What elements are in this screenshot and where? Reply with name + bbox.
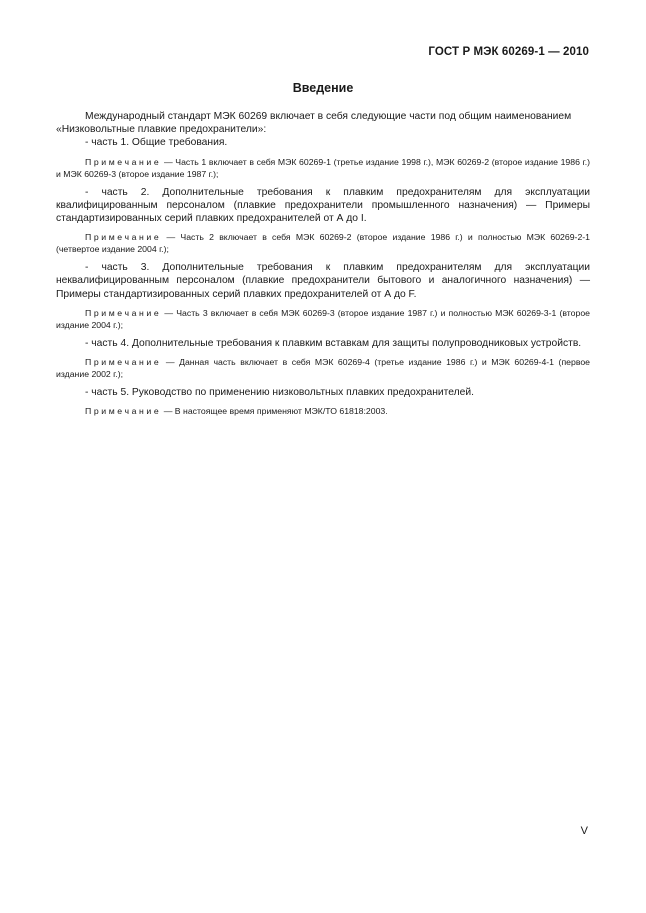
note-text: — Часть 2 включает в себя МЭК 60269-2 (второе издание 1986 г.) и полностью МЭК 60269-2-1 (четвертое издание 2004 г.); [56, 232, 590, 255]
section-title: Введение [292, 81, 354, 95]
note-label: Примечание [85, 232, 162, 243]
note-label: Примечание [85, 406, 162, 417]
note-text: — Часть 3 включает в себя МЭК 60269-3 (второе издание 1987 г.) и полностью МЭК 60269-3-1 (второе издание 2004 г.); [56, 307, 590, 330]
part-4-item: - часть 4. Дополнительные требования к плавким вставкам для защиты полупроводниковых устройств. [85, 337, 582, 349]
document-code-header: ГОСТ Р МЭК 60269-1 — 2010 [428, 46, 589, 58]
page-number: V [580, 825, 588, 837]
note-text: — Данная часть включает в себя МЭК 60269-4 (третье издание 1986 г.) и МЭК 60269-4-1 (первое издание 2002 г.); [56, 357, 590, 380]
note-text: — Часть 1 включает в себя МЭК 60269-1 (третье издание 1998 г.), МЭК 60269-2 (второе издание 1986 г.) и МЭК 60269-3 (второе издание 1987 г.); [56, 156, 590, 179]
note-label: Примечание [85, 156, 162, 167]
part-3-item: - часть 3. Дополнительные требования к плавким предохранителям для эксплуатации неквалифицированным персоналом (плавкие предохранители бытового и аналогичного назначения) — Примеры стандартизированных серий плавких предохранителей от А до F. [56, 262, 590, 300]
part-2-item: - часть 2. Дополнительные требования к плавким предохранителям для эксплуатации квалифицированным персоналом (плавкие предохранители промышленного назначения) — Примеры стандартизированных серий плавких предохранителей от А до I. [56, 186, 590, 225]
note-text: — В настоящее время применяют МЭК/ТО 61818:2003. [161, 406, 388, 417]
note-label: Примечание [85, 307, 162, 318]
part-5-item: - часть 5. Руководство по применению низковольтных плавких предохранителей. [85, 387, 474, 399]
part-3-note [56, 307, 590, 331]
part-1-item: - часть 1. Общие требования. [85, 137, 228, 149]
part-2-note [56, 231, 590, 255]
section-body [56, 110, 590, 417]
note-label: Примечание [85, 357, 162, 368]
intro-line-2: «Низковольтные плавкие предохранители»: [56, 124, 267, 136]
part-5-note [56, 405, 590, 417]
part-4-note [56, 356, 590, 380]
intro-line-1: Международный стандарт МЭК 60269 включает в себя следующие части под общим наименованием [85, 111, 572, 122]
part-1-note [56, 156, 590, 180]
